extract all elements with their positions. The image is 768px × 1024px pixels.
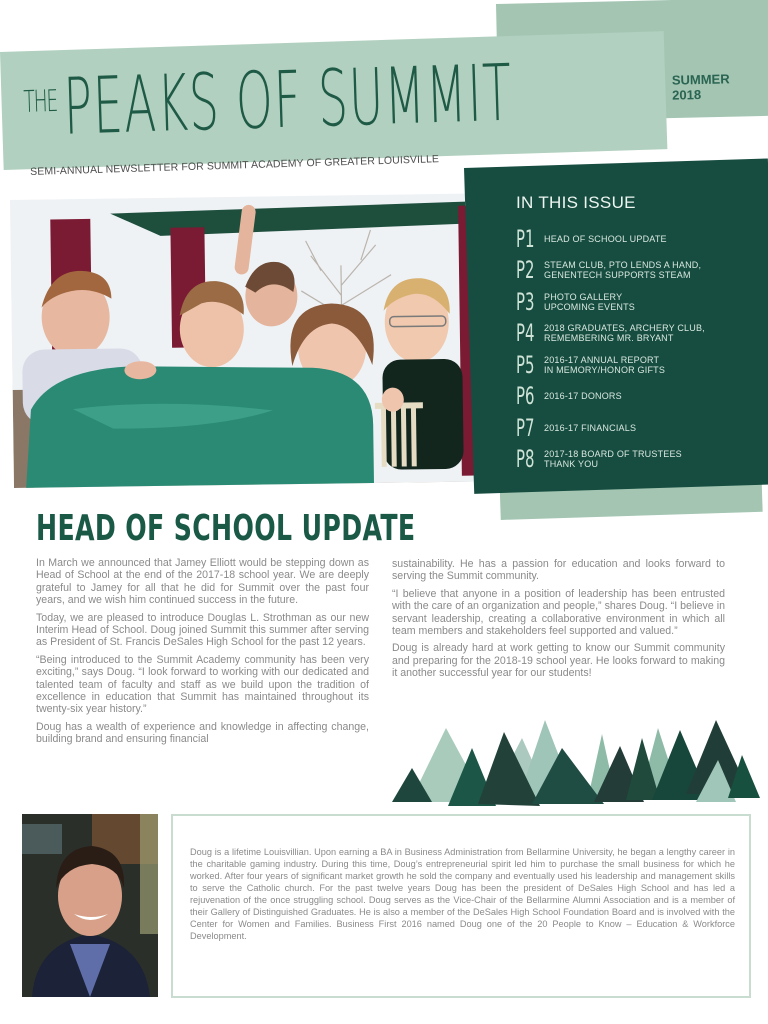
toc-item-label: 2016-17 DONORS — [544, 391, 622, 402]
article-paragraph: Doug has a wealth of experience and knowledge in affecting change, building brand and ensuring financial — [36, 720, 369, 746]
masthead-the: THE — [23, 83, 58, 120]
toc-item-label: 2017-18 BOARD OF TRUSTEES THANK YOU — [544, 449, 682, 470]
toc-page-number: P6 — [516, 382, 535, 411]
article-headline: HEAD OF SCHOOL UPDATE — [36, 508, 416, 549]
toc-item[interactable] — [516, 381, 756, 413]
bio-text: Doug is a lifetime Louisvillian. Upon earning a BA in Business Administration from Bellarmine University, he began a lengthy career in the charitable gaming industry. During this time, Doug’s entrepreneurial spirit led him to purchase the small business for which he worked. After four years of significant market growth he sold the company and eventually used his leadership and management skills to serve the Catholic church. For the past twelve years Doug has been the president of DeSales High School and has led a rejuvenation of the once struggling school. Doug serves as the Vice-Chair of the Bellarmine Alumni Association and is a member of their Gallery of Distinguished Graduates. He is also a member of the DeSales High School Foundation Board and is involved with the Center for Women and Families. Business First 2016 named Doug one of the 20 People to Know – Education & Workforce Development. — [190, 847, 735, 941]
mountain-peaks-graphic — [390, 710, 762, 810]
toc-page-number: P5 — [516, 350, 535, 379]
students-photo — [10, 194, 476, 488]
toc-page-number: P7 — [516, 413, 535, 442]
article-column-right — [392, 558, 725, 685]
in-this-issue-list — [516, 193, 756, 475]
article-paragraph: Doug is already hard at work getting to know our Summit community and preparing for the 2018-19 school year. He looks forward to making it another successful year for our students! — [392, 642, 725, 680]
toc-item-label: 2018 GRADUATES, ARCHERY CLUB, REMEMBERING MR. BRYANT — [544, 323, 705, 344]
toc-item[interactable] — [516, 223, 756, 255]
article-paragraph: In March we announced that Jamey Elliott would be stepping down as Head of School at the end of the 2017-18 school year. We are deeply grateful to Jamey for all that he did for Summit over the past four years, and we wish him continued success in the future. — [36, 557, 369, 607]
toc-page-number: P2 — [516, 256, 535, 285]
toc-item-label: STEAM CLUB, PTO LENDS A HAND, GENENTECH SUPPORTS STEAM — [544, 260, 702, 281]
article-paragraph: sustainability. He has a passion for education and looks forward to serving the Summit community. — [392, 558, 725, 583]
toc-item[interactable] — [516, 286, 756, 318]
toc-item-label: PHOTO GALLERY UPCOMING EVENTS — [544, 291, 636, 312]
toc-item-label: 2016-17 ANNUAL REPORT IN MEMORY/HONOR GIFTS — [544, 354, 666, 375]
toc-page-number: P1 — [516, 224, 535, 253]
toc-item-label: HEAD OF SCHOOL UPDATE — [544, 233, 667, 244]
issue-season: SUMMER — [671, 71, 730, 88]
toc-item[interactable] — [516, 444, 756, 476]
masthead-title: PEAKS OF SUMMIT — [62, 48, 514, 153]
playground-illustration — [10, 194, 476, 488]
article-paragraph: Today, we are pleased to introduce Douglas L. Strothman as our new Interim Head of School. Doug joined Summit this summer after serving as President of St. Francis DeSales High School for the past 12 years. — [36, 611, 369, 649]
toc-item[interactable] — [516, 412, 756, 444]
toc-page-number: P4 — [516, 319, 535, 348]
article-paragraph: “I believe that anyone in a position of leadership has been entrusted with the care of an organization and people,” shares Doug. “I believe in servant leadership, creating a collaborative environment in which all team members and stakeholders feel supported and valued.” — [392, 587, 725, 638]
toc-item[interactable] — [516, 255, 756, 287]
article-column-left — [36, 557, 369, 751]
toc-item[interactable] — [516, 318, 756, 350]
article-paragraph: “Being introduced to the Summit Academy community has been very exciting,” says Doug. “I look forward to working with our dedicated and talented team of faculty and staff as we build upon the tradition of excellence in education that Summit has maintained throughout its twenty-six year history.” — [36, 653, 369, 716]
issue-year: 2018 — [672, 86, 702, 103]
toc-item-label: 2016-17 FINANCIALS — [544, 422, 637, 433]
portrait-illustration — [22, 814, 158, 997]
issue-date — [672, 71, 730, 102]
masthead — [22, 33, 645, 162]
toc-page-number: P3 — [516, 287, 535, 316]
toc-title: IN THIS ISSUE — [516, 193, 636, 212]
toc-page-number: P8 — [516, 445, 535, 474]
tagline: SEMI-ANNUAL NEWSLETTER FOR SUMMIT ACADEMY OF GREATER LOUISVILLE — [30, 153, 440, 178]
toc-item[interactable] — [516, 349, 756, 381]
portrait-photo — [22, 814, 158, 997]
